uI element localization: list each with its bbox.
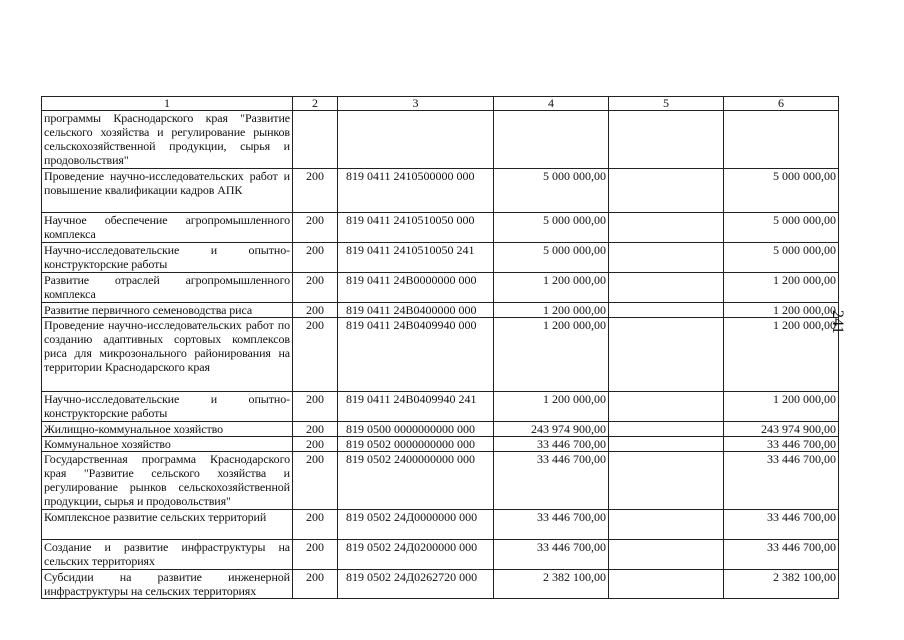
cell-total: 33 446 700,00 [724,510,839,540]
cell-col2: 200 [293,452,338,510]
cell-total: 5 000 000,00 [724,213,839,243]
cell-name: Коммунальное хозяйство [42,437,293,452]
cell-col2: 200 [293,570,338,599]
cell-col5 [609,540,724,570]
column-header-5: 5 [609,97,724,111]
cell-name: Комплексное развитие сельских территорий [42,510,293,540]
cell-col2: 200 [293,303,338,318]
cell-col5 [609,303,724,318]
column-header-1: 1 [42,97,293,111]
cell-total: 2 382 100,00 [724,570,839,599]
cell-col2: 200 [293,422,338,437]
cell-col5 [609,510,724,540]
table-row [42,452,839,510]
header-row [42,97,839,111]
cell-col5 [609,392,724,422]
cell-name: Научно-исследовательские и опытно-конструкторские работы [42,243,293,273]
cell-total: 243 974 900,00 [724,422,839,437]
cell-total: 33 446 700,00 [724,437,839,452]
cell-code: 819 0502 24Д0262720 000 [338,570,494,599]
cell-code: 819 0502 24Д0200000 000 [338,540,494,570]
cell-amount: 33 446 700,00 [494,540,609,570]
cell-amount: 1 200 000,00 [494,392,609,422]
table-row [42,111,839,169]
cell-code [338,111,494,169]
table-row [42,510,839,540]
cell-name: Субсидии на развитие инженерной инфраструктуры на сельских территориях [42,570,293,599]
cell-amount: 33 446 700,00 [494,437,609,452]
cell-code: 819 0500 0000000000 000 [338,422,494,437]
cell-col5 [609,437,724,452]
cell-col5 [609,111,724,169]
cell-code: 819 0411 24В0409940 241 [338,392,494,422]
cell-total: 1 200 000,00 [724,318,839,392]
cell-code: 819 0411 2410510050 000 [338,213,494,243]
column-header-2: 2 [293,97,338,111]
cell-total [724,111,839,169]
cell-amount: 5 000 000,00 [494,243,609,273]
table-row [42,303,839,318]
cell-name: Проведение научно-исследовательских работ по созданию адаптивных сортовых комплексов риса для микрозонального районирования на территории Краснодарского края [42,318,293,392]
table-row [42,169,839,213]
cell-code: 819 0411 24В0409940 000 [338,318,494,392]
table-row [42,273,839,303]
cell-total: 5 000 000,00 [724,243,839,273]
cell-amount: 1 200 000,00 [494,318,609,392]
cell-col5 [609,243,724,273]
table-row [42,213,839,243]
table-row [42,570,839,599]
column-header-3: 3 [338,97,494,111]
cell-total: 1 200 000,00 [724,392,839,422]
cell-col5 [609,169,724,213]
cell-amount: 5 000 000,00 [494,213,609,243]
cell-col5 [609,452,724,510]
table-row [42,540,839,570]
cell-name: Развитие отраслей агропромышленного комплекса [42,273,293,303]
cell-col2: 200 [293,213,338,243]
cell-name: Жилищно-коммунальное хозяйство [42,422,293,437]
cell-code: 819 0411 24В0000000 000 [338,273,494,303]
cell-amount: 243 974 900,00 [494,422,609,437]
cell-name: Проведение научно-исследовательских работ и повышение квалификации кадров АПК [42,169,293,213]
cell-col5 [609,273,724,303]
cell-name: Развитие первичного семеноводства риса [42,303,293,318]
cell-amount: 1 200 000,00 [494,303,609,318]
cell-name: Научное обеспечение агропромышленного комплекса [42,213,293,243]
cell-name: Государственная программа Краснодарского края "Развитие сельского хозяйства и регулирование рынков сельскохозяйственной продукции, сырья и продовольствия" [42,452,293,510]
cell-col2: 200 [293,510,338,540]
budget-table [41,96,839,599]
cell-col2: 200 [293,318,338,392]
cell-col5 [609,570,724,599]
cell-code: 819 0502 2400000000 000 [338,452,494,510]
cell-col5 [609,318,724,392]
cell-total: 33 446 700,00 [724,452,839,510]
cell-code: 819 0502 0000000000 000 [338,437,494,452]
column-header-6: 6 [724,97,839,111]
cell-amount: 33 446 700,00 [494,510,609,540]
cell-code: 819 0411 2410500000 000 [338,169,494,213]
cell-name: программы Краснодарского края "Развитие сельского хозяйства и регулирование рынков сельскохозяйственной продукции, сырья и продовольствия" [42,111,293,169]
cell-total: 1 200 000,00 [724,303,839,318]
cell-amount: 1 200 000,00 [494,273,609,303]
table-row [42,422,839,437]
cell-total: 33 446 700,00 [724,540,839,570]
table-row [42,392,839,422]
cell-col5 [609,213,724,243]
cell-amount [494,111,609,169]
table-row [42,243,839,273]
cell-amount: 33 446 700,00 [494,452,609,510]
cell-code: 819 0502 24Д0000000 000 [338,510,494,540]
cell-name: Научно-исследовательские и опытно-конструкторские работы [42,392,293,422]
cell-col2: 200 [293,243,338,273]
cell-code: 819 0411 24В0400000 000 [338,303,494,318]
cell-col2: 200 [293,169,338,213]
cell-amount: 2 382 100,00 [494,570,609,599]
cell-col5 [609,422,724,437]
cell-total: 5 000 000,00 [724,169,839,213]
cell-col2: 200 [293,273,338,303]
cell-col2: 200 [293,437,338,452]
cell-col2: 200 [293,392,338,422]
column-header-4: 4 [494,97,609,111]
table-row [42,318,839,392]
cell-amount: 5 000 000,00 [494,169,609,213]
cell-code: 819 0411 2410510050 241 [338,243,494,273]
cell-col2: 200 [293,540,338,570]
page-number: 241 [829,310,846,334]
cell-name: Создание и развитие инфраструктуры на сельских территориях [42,540,293,570]
table-row [42,437,839,452]
cell-col2 [293,111,338,169]
cell-total: 1 200 000,00 [724,273,839,303]
